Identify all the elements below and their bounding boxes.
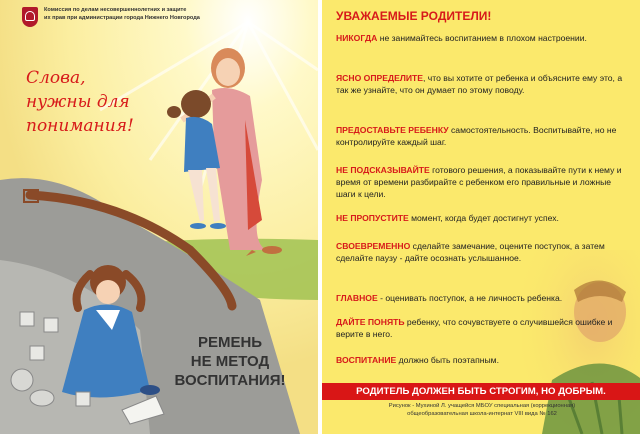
strict-but-kind-banner: РОДИТЕЛЬ ДОЛЖЕН БЫТЬ СТРОГИМ, НО ДОБРЫМ.: [322, 383, 640, 400]
rule-8-highlight: ДАЙТЕ ПОНЯТЬ: [336, 317, 405, 327]
rule-3: [336, 124, 626, 148]
commission-name-line2: их прав при администрации города Нижнего Новгорода: [44, 15, 200, 21]
rule-8: [336, 316, 626, 340]
rule-1: [336, 32, 626, 44]
rule-9: [336, 354, 626, 366]
parents-title: УВАЖАЕМЫЕ РОДИТЕЛИ!: [336, 9, 492, 23]
rule-6: [336, 240, 626, 264]
credit-line2: общеобразовательная школа-интернат VIII вида № 162: [407, 411, 557, 417]
slogan-line2: нужны для: [26, 92, 130, 112]
rule-5: [336, 212, 626, 224]
rule-1-text: не занимайтесь воспитанием в плохом настроении.: [377, 33, 587, 43]
rule-7-text: - оценивать поступок, а не личность ребенка.: [377, 293, 563, 303]
commission-name-line1: Комиссия по делам несовершеннолетних и защите: [44, 7, 187, 13]
rule-2-text: , что вы хотите от ребенка и объясните ему это, а так же узнайте, что он думает по этому поводу.: [336, 73, 623, 95]
rule-4-text: готового решения, а показывайте пути к нему и время от времени разбирайте с ребенком его правильные и ложные шаги к цели.: [336, 165, 622, 199]
belt-caption: [160, 333, 300, 390]
rule-2: [336, 72, 626, 96]
rule-7: [336, 292, 626, 304]
caption-line2: НЕ МЕТОД: [190, 353, 270, 370]
rule-1-highlight: НИКОГДА: [336, 33, 378, 43]
rule-6-text: сделайте замечание, оцените поступок, а затем сделайте паузу - дайте осознать услышанное.: [336, 241, 605, 263]
artwork-credit: [362, 402, 602, 418]
rule-3-highlight: ПРЕДОСТАВЬТЕ РЕБЕНКУ: [336, 125, 449, 135]
slogan-line1: Слова,: [26, 68, 86, 88]
rule-4: [336, 164, 626, 200]
rule-9-highlight: ВОСПИТАНИЕ: [336, 355, 397, 365]
crying-girl-figure: [62, 265, 160, 398]
left-poster-panel: [0, 0, 318, 434]
rule-4-highlight: НЕ ПОДСКАЗЫВАЙТЕ: [336, 165, 430, 175]
credit-line1: Рисунок - Мухиной Л. учащейся МБОУ специальная (коррекционная): [388, 403, 576, 409]
rule-5-text: момент, когда будет достигнут успех.: [408, 213, 559, 223]
caption-line3: ВОСПИТАНИЯ!: [174, 372, 286, 389]
rule-7-highlight: ГЛАВНОЕ: [336, 293, 378, 303]
rule-6-highlight: СВОЕВРЕМЕННО: [336, 241, 411, 251]
rule-5-highlight: НЕ ПРОПУСТИТЕ: [336, 213, 409, 223]
rule-9-text: должно быть поэтапным.: [396, 355, 499, 365]
slogan-line3: понимания!: [26, 116, 134, 136]
rule-3-text: самостоятельность. Воспитывайте, но не контролируйте каждый шаг.: [336, 125, 617, 147]
rule-2-highlight: ЯСНО ОПРЕДЕЛИТЕ: [336, 73, 424, 83]
rule-8-text: ребенку, что сочувствуете о случившейся ошибке и верите в него.: [336, 317, 613, 339]
caption-line1: РЕМЕНЬ: [197, 334, 263, 351]
right-poster-panel: [322, 0, 640, 434]
